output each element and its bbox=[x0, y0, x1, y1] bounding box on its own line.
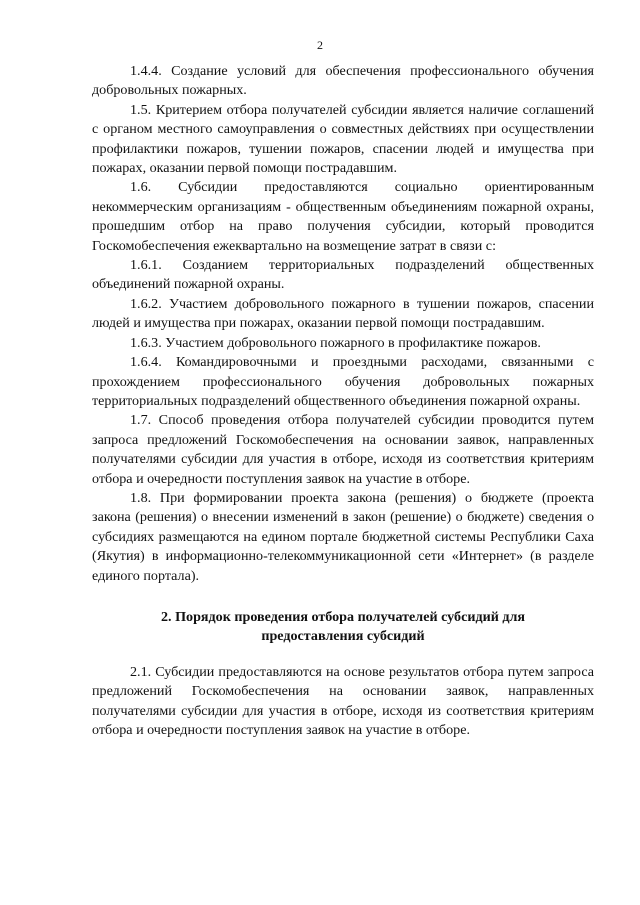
document-body bbox=[92, 62, 594, 740]
section-heading-line-2: предоставления субсидий bbox=[261, 628, 425, 645]
page-number: 2 bbox=[317, 38, 323, 52]
paragraph-1-6: 1.6. Субсидии предоставляются социально ориентированным некоммерческим организациям - общественным объединениям пожарной охраны, прошедшим отбор на право получения субсидии, который проводится Госкомобеспечения ежеквартально на возмещение затрат в связи с: bbox=[92, 179, 594, 254]
paragraph-1-4-4: 1.4.4. Создание условий для обеспечения профессионального обучения добровольных пожарных. bbox=[92, 63, 594, 99]
section-heading-line-1: 2. Порядок проведения отбора получателей субсидий для bbox=[160, 608, 526, 625]
paragraph-2-1: 2.1. Субсидии предоставляются на основе результатов отбора путем запроса предложений Госкомобеспечения на основании заявок, направленных получателями субсидии для участия в отборе, исходя из соответствия критериям отбора и очередности поступления заявок на участие в отборе. bbox=[92, 663, 594, 738]
paragraph-1-6-3: 1.6.3. Участием добровольного пожарного в профилактике пожаров. bbox=[130, 334, 541, 351]
section-heading bbox=[92, 608, 594, 647]
paragraph-1-6-1: 1.6.1. Созданием территориальных подразделений общественных объединений пожарной охраны. bbox=[92, 257, 594, 293]
paragraph-1-5: 1.5. Критерием отбора получателей субсидии является наличие соглашений с органом местного самоуправления о совместных действиях при осуществлении профилактики пожаров, тушении пожаров, спасении людей и имущества при пожарах, оказании первой помощи пострадавшим. bbox=[92, 101, 594, 177]
paragraph-1-6-4: 1.6.4. Командировочными и проездными расходами, связанными с прохождением профессионального обучения добровольных пожарных территориальных подразделений общественного объединения пожарной охраны. bbox=[92, 354, 594, 409]
paragraph-1-6-2: 1.6.2. Участием добровольного пожарного в тушении пожаров, спасении людей и имущества при пожарах, оказании первой помощи пострадавшим. bbox=[92, 295, 594, 332]
paragraph-1-7: 1.7. Способ проведения отбора получателей субсидии проводится путем запроса предложений Госкомобеспечения на основании заявок, направленных получателями субсидии для участия в отборе, исходя из соответствия критериям отбора и очередности поступления заявок на участие в отборе. bbox=[92, 412, 594, 487]
paragraph-1-8: 1.8. При формировании проекта закона (решения) о бюджете (проекта закона (решения) о внесении изменений в закон (решение) о бюджете) сведения о субсидиях размещаются на едином портале бюджетной системы Республики Саха (Якутия) в информационно-телекоммуникационной сети «Интернет» (в разделе единого портала). bbox=[92, 489, 594, 584]
